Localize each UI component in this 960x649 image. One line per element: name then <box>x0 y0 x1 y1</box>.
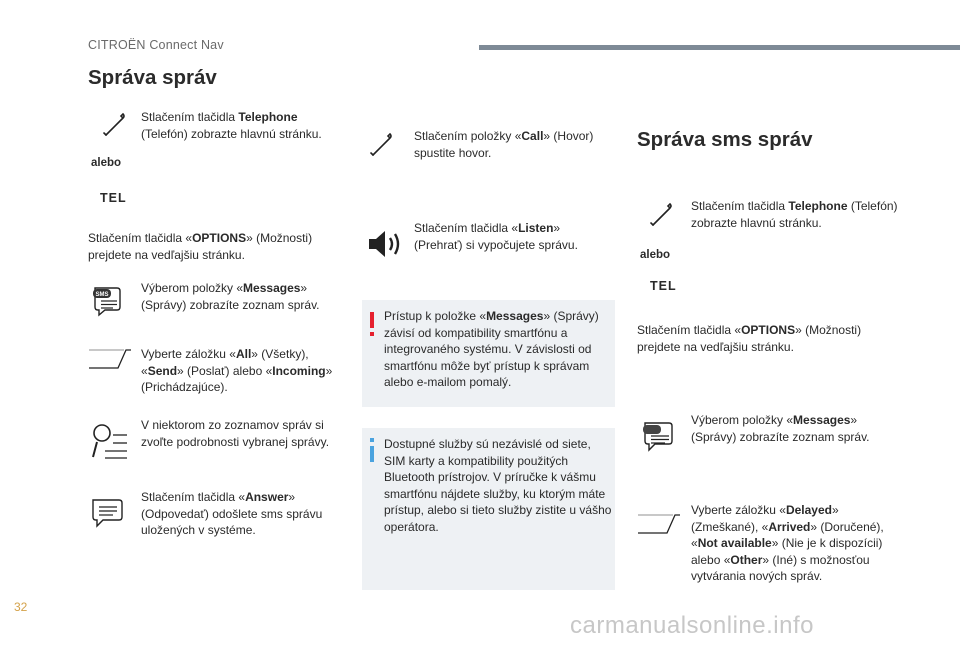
step-messages-text-sms: Výberom položky «Messages» (Správy) zobrazíte zoznam správ. <box>691 413 870 444</box>
warning-note-text: Prístup k položke «Messages» (Správy) závisí od kompatibility smartfónu a integrovaného systému. V závislosti od smartfónu môže byť prístup k správam alebo e-mailom pomalý. <box>384 309 599 389</box>
step-tabs-text-sms: Vyberte záložku «Delayed» (Zmeškané), «Arrived» (Doručené), «Not available» (Nie je k dispozícii) alebo «Other» (Iné) s možnosťou vytvárania nových správ. <box>691 503 884 583</box>
step-options-text-sms: Stlačením tlačidla «OPTIONS» (Možnosti) prejdete na vedľajšiu stránku. <box>637 323 862 354</box>
phone-handset-icon <box>102 112 128 138</box>
watermark: carmanualsonline.info <box>570 612 814 639</box>
step-telephone-text-sms: Stlačením tlačidla Telephone (Telefón) zobrazte hlavnú stránku. <box>691 199 898 230</box>
phone-handset-icon <box>369 132 395 158</box>
step-tabs-text: Vyberte záložku «All» (Všetky), «Send» (Poslať) alebo «Incoming» (Prichádzajúce). <box>141 347 333 394</box>
step-telephone-text: Stlačením tlačidla Telephone (Telefón) zobrazte hlavnú stránku. <box>141 110 322 141</box>
sms-bubble-icon <box>91 285 127 317</box>
tel-button-label-sms: TEL <box>650 279 677 293</box>
warning-mark <box>370 312 374 330</box>
or-label-sms: alebo <box>640 249 671 261</box>
section-title-message-management: Správa správ <box>88 66 217 89</box>
tab-bar-icon <box>88 349 132 369</box>
tab-bar-icon <box>637 514 681 534</box>
message-bubble-icon <box>641 420 679 452</box>
step-answer-text: Stlačením tlačidla «Answer» (Odpovedať) odošlete sms správu uložených v systéme. <box>141 490 323 537</box>
section-title-sms-management: Správa sms správ <box>637 128 813 151</box>
step-listen-text: Stlačením tlačidla «Listen» (Prehrať) si vypočujete správu. <box>414 221 578 252</box>
svg-text:SMS: SMS <box>95 292 109 298</box>
step-options-text: Stlačením tlačidla «OPTIONS» (Možnosti) prejdete na vedľajšiu stránku. <box>88 231 313 262</box>
phone-handset-icon <box>649 202 675 228</box>
list-detail-icon <box>91 421 131 461</box>
or-label: alebo <box>91 157 122 169</box>
step-call-text: Stlačením položky «Call» (Hovor) spustite hovor. <box>414 129 594 160</box>
header-title: CITROËN Connect Nav <box>88 38 224 52</box>
step-messages-text: Výberom položky «Messages» (Správy) zobrazíte zoznam správ. <box>141 281 320 312</box>
info-note-text: Dostupné služby sú nezávislé od siete, SIM karty a kompatibility použitých Bluetooth prístrojov. V príručke k vášmu smartfónu nájdete služby, ku ktorým máte prístup, alebo si tieto služby zistite u vášho operátora. <box>384 437 612 534</box>
speaker-icon <box>366 228 404 260</box>
page-number: 32 <box>14 600 28 614</box>
header-bar <box>479 45 960 50</box>
reply-bubble-icon <box>89 498 127 528</box>
tel-button-label: TEL <box>100 191 127 205</box>
step-details-text: V niektorom zo zoznamov správ si zvoľte podrobnosti vybranej správy. <box>141 418 330 449</box>
info-mark <box>370 438 374 462</box>
